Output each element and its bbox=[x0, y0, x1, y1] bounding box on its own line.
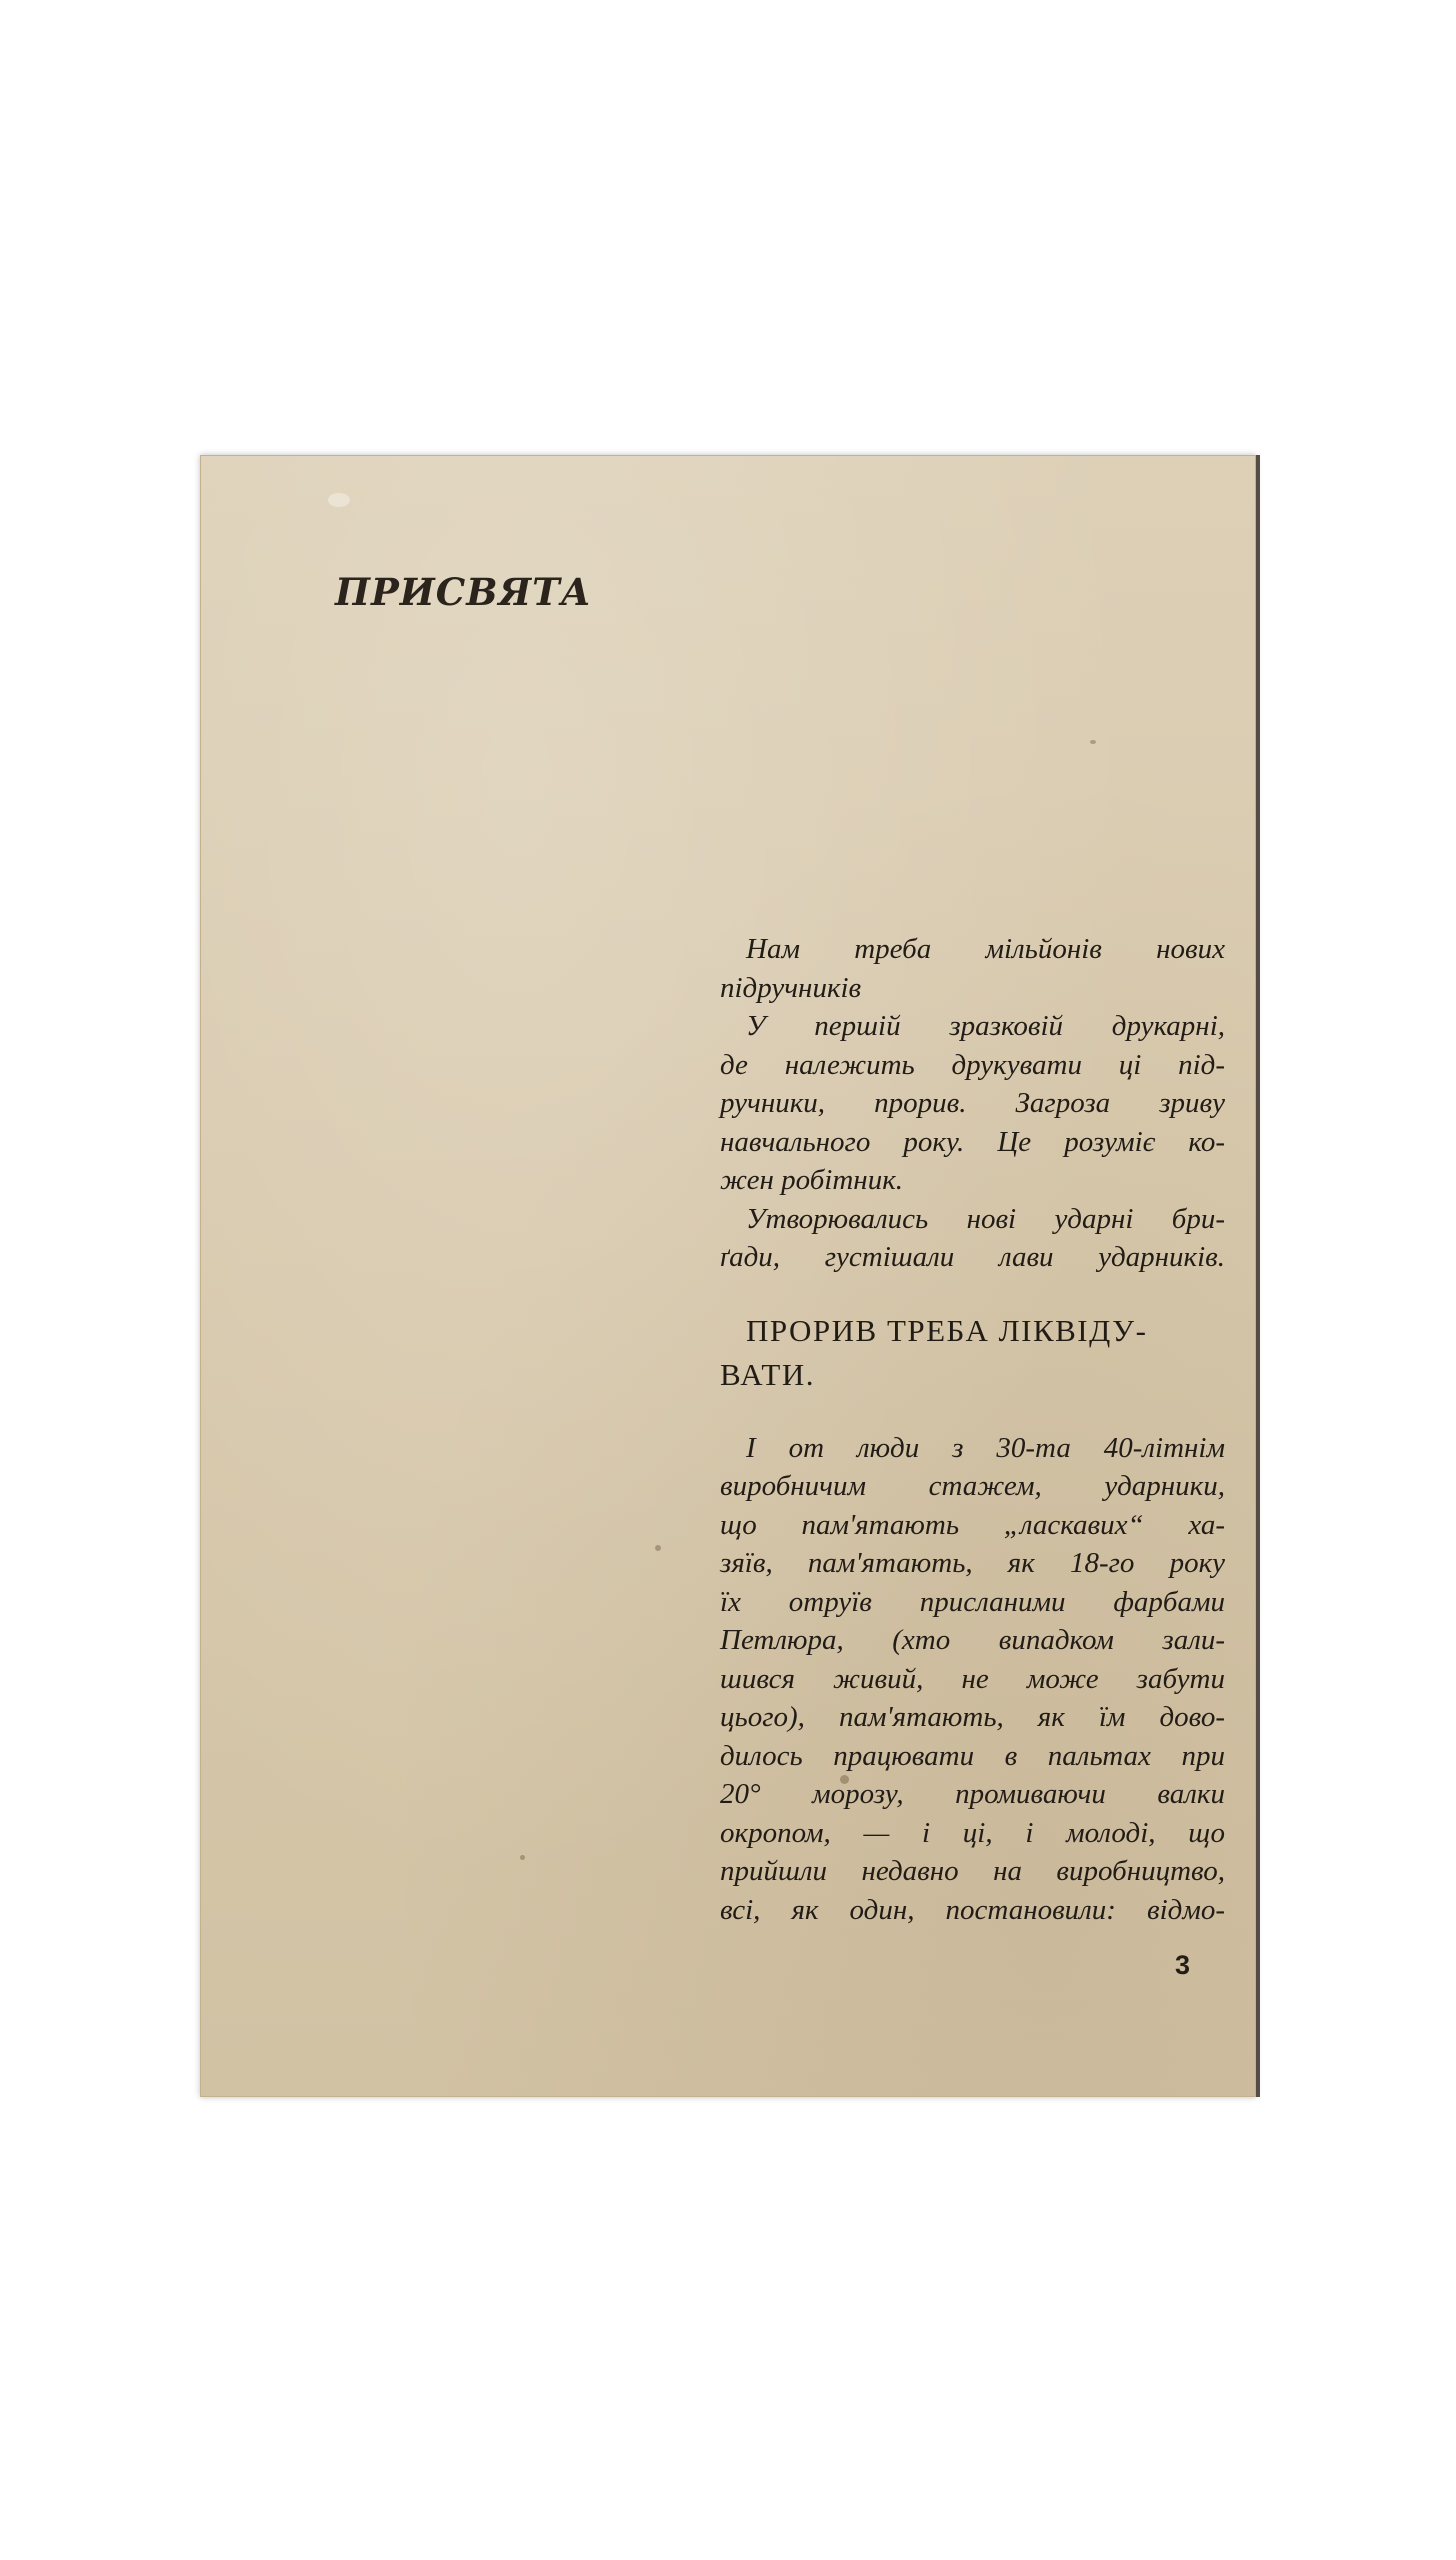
text-column bbox=[720, 930, 1225, 1929]
text-line: що пам'ятають „ласкавих“ ха- bbox=[720, 1508, 1225, 1541]
text-line: прийшли недавно на виробництво, bbox=[720, 1855, 1225, 1887]
text-line: Петлюра, (хто випадком зали- bbox=[720, 1624, 1225, 1656]
text-line: де належить друкувати ці під- bbox=[720, 1048, 1225, 1081]
subheading bbox=[720, 1309, 1225, 1397]
text-line: Утворювались нові ударні бри- bbox=[746, 1202, 1225, 1235]
text-line: зяїв, пам'ятають, як 18-го року bbox=[720, 1547, 1225, 1579]
text-line: цього), пам'ятають, як їм дово- bbox=[720, 1701, 1225, 1733]
text-line: підручників bbox=[720, 971, 862, 1004]
text-line: ручники, прорив. Загроза зриву bbox=[720, 1087, 1225, 1119]
page-heading: ПРИСВЯТА bbox=[335, 570, 592, 614]
text-line: їх отруїв присланими фарбами bbox=[720, 1585, 1225, 1618]
paragraph-3 bbox=[720, 1200, 1225, 1277]
text-line: навчального року. Це розуміє ко- bbox=[720, 1125, 1225, 1158]
subheading-line: ВАТИ. bbox=[720, 1356, 815, 1392]
text-line: 20° морозу, промиваючи валки bbox=[720, 1778, 1225, 1810]
page-number: 3 bbox=[1175, 1950, 1191, 1980]
text-line: У першій зразковій друкарні, bbox=[746, 1010, 1225, 1042]
page-edge bbox=[1256, 455, 1260, 2097]
book-page bbox=[200, 455, 1256, 2097]
text-line: жен робітник. bbox=[720, 1164, 904, 1196]
text-line: ґади, густішали лави ударників. bbox=[720, 1241, 1225, 1273]
paragraph-1 bbox=[720, 930, 1225, 1007]
closing-paragraph bbox=[720, 1429, 1225, 1930]
paragraph-2 bbox=[720, 1007, 1225, 1200]
text-line: виробничим стажем, ударники, bbox=[720, 1470, 1225, 1502]
text-line: всі, як один, постановили: відмо- bbox=[720, 1893, 1225, 1926]
text-line: Нам треба мільйонів нових bbox=[746, 933, 1225, 965]
text-line: шився живий, не може забути bbox=[720, 1662, 1225, 1695]
subheading-line: ПРОРИВ ТРЕБА ЛІКВІДУ- bbox=[746, 1312, 1148, 1348]
text-line: І от люди з 30-та 40-літнім bbox=[746, 1431, 1225, 1464]
text-line: дилось працювати в пальтах при bbox=[720, 1739, 1225, 1772]
text-line: окропом, — і ці, і молоді, що bbox=[720, 1816, 1225, 1849]
